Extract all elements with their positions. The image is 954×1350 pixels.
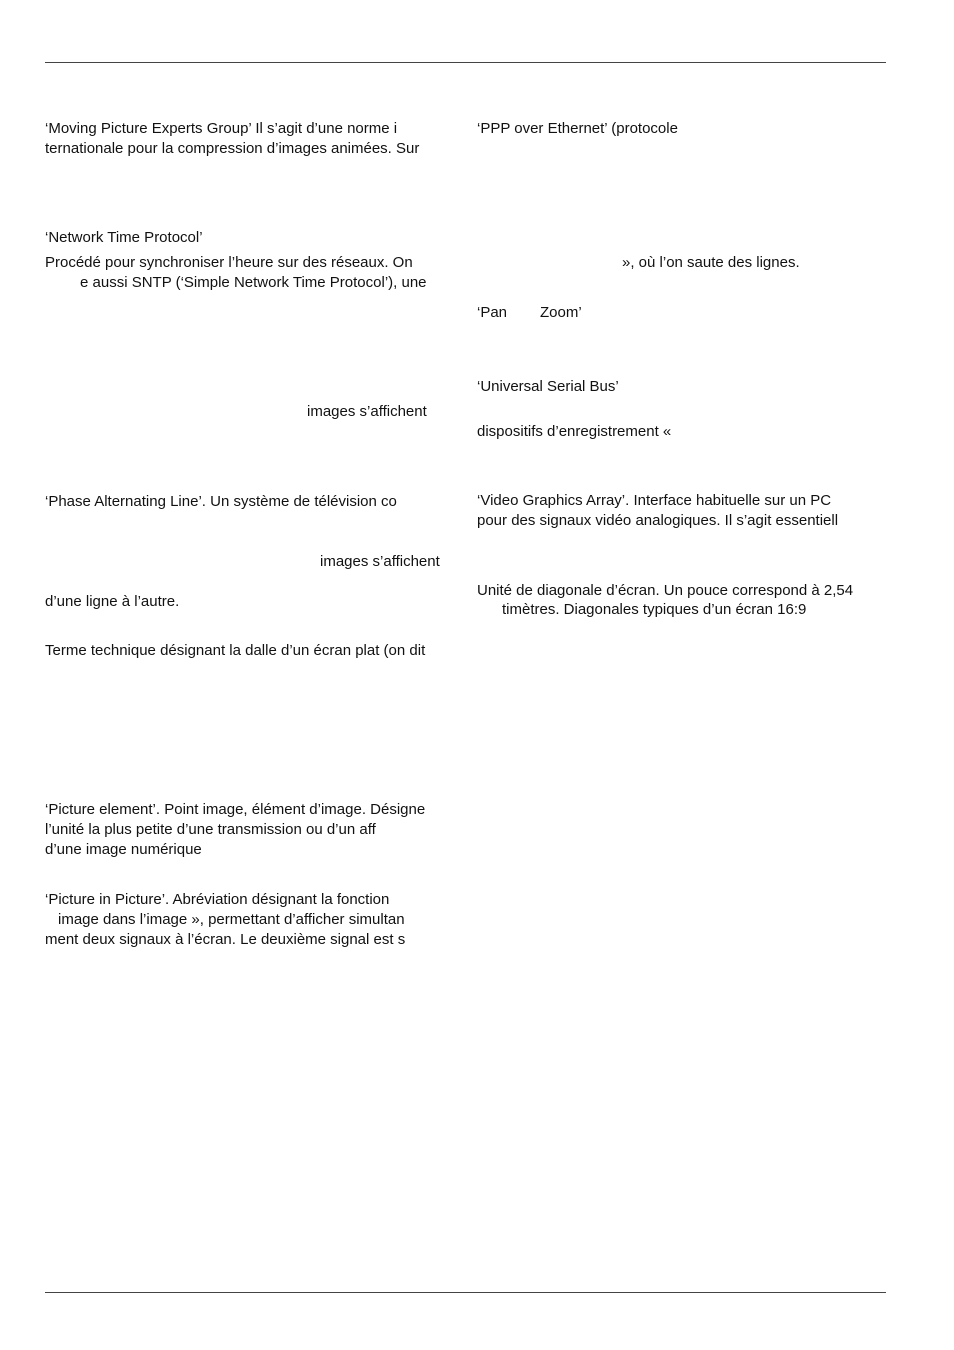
pal-fragment: images s’affichent [320, 553, 440, 570]
mpeg-line-2: ternationale pour la compression d’images animées. Sur [45, 140, 420, 157]
pip-line-2: image dans l’image », permettant d’afficher simultan [58, 911, 405, 928]
vga-line-1: ‘Video Graphics Array’. Interface habituelle sur un PC [477, 492, 832, 509]
inch-line-2: timètres. Diagonales typiques d’un écran 16:9 [502, 601, 807, 618]
vga-line-2: pour des signaux vidéo analogiques. Il s’agit essentiell [477, 512, 839, 529]
pixel-line-3: d’une image numérique [45, 841, 202, 858]
panel-line-1: Terme technique désignant la dalle d’un écran plat (on dit [45, 642, 426, 659]
pip-line-3: ment deux signaux à l’écran. Le deuxième signal est s [45, 931, 406, 948]
usb-fragment: dispositifs d’enregistrement « [477, 423, 672, 440]
ptz-term-a: ‘Pan [477, 304, 508, 321]
usb-term: ‘Universal Serial Bus’ [477, 378, 619, 395]
ntp-line-1: Procédé pour synchroniser l’heure sur des réseaux. On [45, 254, 413, 271]
ptz-term-b: Zoom’ [540, 304, 582, 321]
pixel-line-2: l’unité la plus petite d’une transmission ou d’un aff [45, 821, 376, 838]
inch-line-1: Unité de diagonale d’écran. Un pouce correspond à 2,54 [477, 582, 854, 599]
pip-line-1: ‘Picture in Picture’. Abréviation désignant la fonction [45, 891, 390, 908]
ntsc-fragment: images s’affichent [307, 403, 427, 420]
ntp-term: ‘Network Time Protocol’ [45, 229, 203, 246]
pal-line-1: ‘Phase Alternating Line’. Un système de télévision co [45, 493, 397, 510]
pal-end: d’une ligne à l’autre. [45, 593, 180, 610]
progressive-fragment: », où l’on saute des lignes. [622, 254, 800, 271]
pppoe-line-1: ‘PPP over Ethernet’ (protocole [477, 120, 678, 137]
footer-rule [45, 1292, 886, 1293]
ntp-line-2: e aussi SNTP (‘Simple Network Time Protocol’), une [80, 274, 427, 291]
mpeg-line-1: ‘Moving Picture Experts Group’ Il s’agit d’une norme i [45, 120, 398, 137]
header-rule [45, 62, 886, 63]
pixel-line-1: ‘Picture element’. Point image, élément d’image. Désigne [45, 801, 426, 818]
